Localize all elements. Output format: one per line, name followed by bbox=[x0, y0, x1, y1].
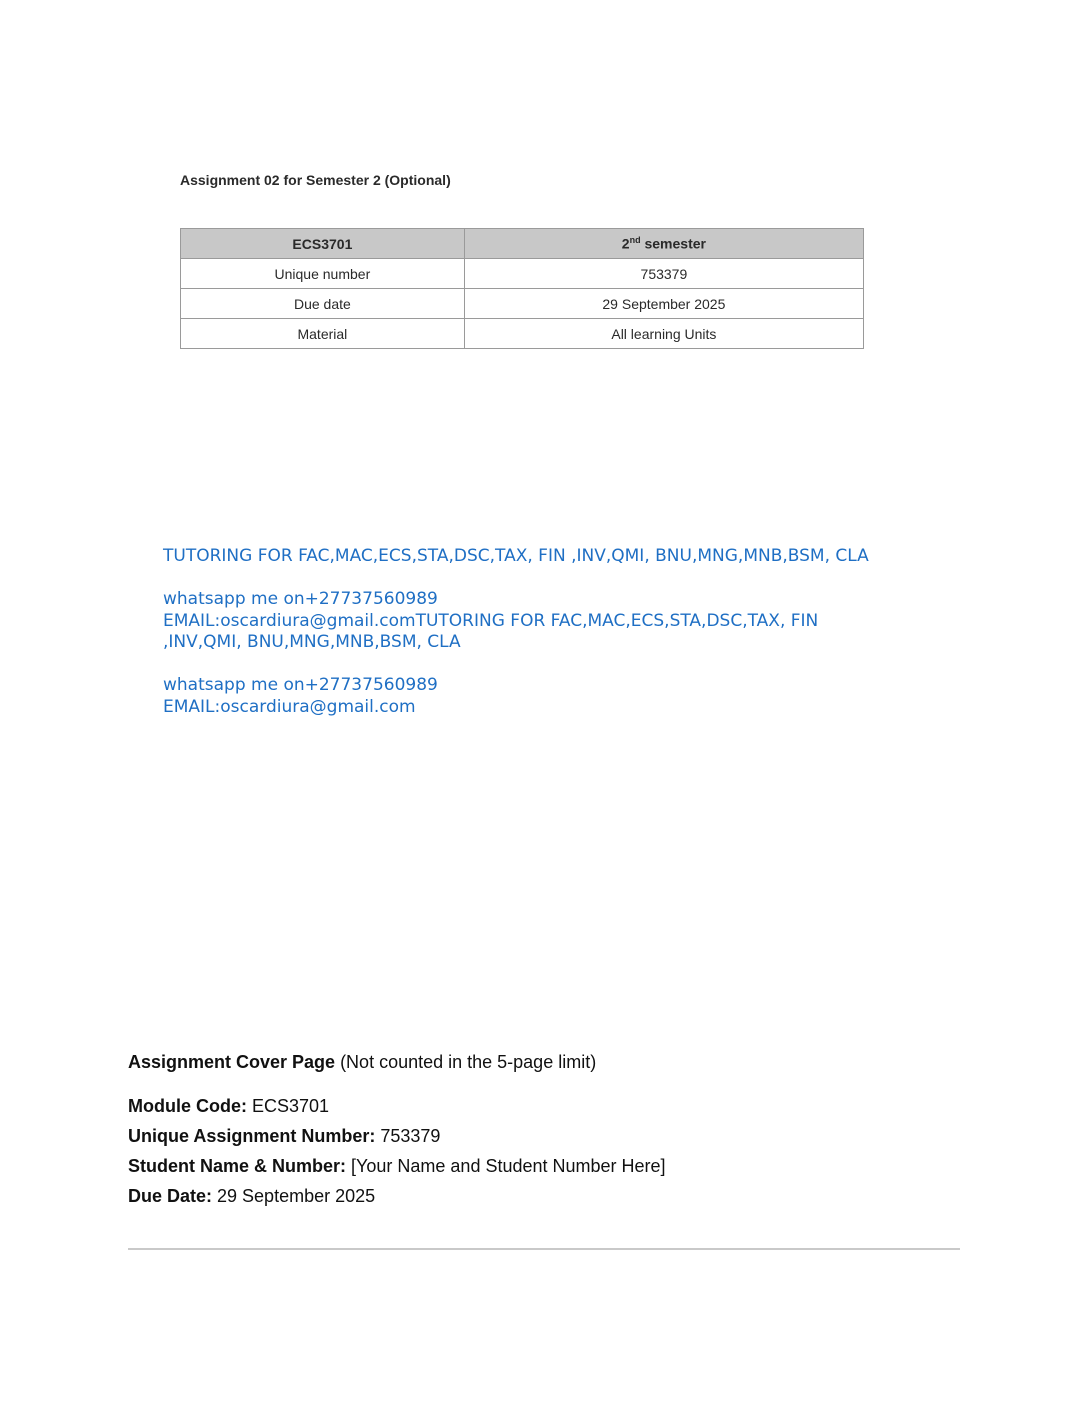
semester-header bbox=[464, 229, 863, 259]
row-label: Unique number bbox=[181, 259, 465, 289]
due-date-label: Due Date: bbox=[128, 1186, 213, 1206]
cover-title bbox=[128, 1050, 666, 1080]
assignment-heading: Assignment 02 for Semester 2 (Optional) bbox=[180, 172, 451, 188]
module-code-line bbox=[128, 1094, 666, 1124]
tutoring-promo bbox=[163, 546, 923, 718]
cover-title-bold: Assignment Cover Page bbox=[128, 1052, 336, 1072]
unique-number-label: Unique Assignment Number: bbox=[128, 1126, 376, 1146]
module-code-label: Module Code: bbox=[128, 1096, 247, 1116]
row-value: All learning Units bbox=[464, 319, 863, 349]
module-code-value: ECS3701 bbox=[247, 1096, 330, 1116]
semester-number: 2 bbox=[621, 235, 630, 252]
promo-whatsapp: whatsapp me on+27737560989 bbox=[163, 675, 438, 695]
row-label: Due date bbox=[181, 289, 465, 319]
assignment-info-table bbox=[180, 228, 864, 349]
semester-ordinal: nd bbox=[629, 235, 641, 246]
row-value: 29 September 2025 bbox=[464, 289, 863, 319]
table-row bbox=[181, 319, 864, 349]
table-row bbox=[181, 289, 864, 319]
module-code-header: ECS3701 bbox=[181, 229, 465, 259]
student-line bbox=[128, 1154, 666, 1184]
promo-email: EMAIL:oscardiura@gmail.com bbox=[163, 696, 416, 717]
row-label: Material bbox=[181, 319, 465, 349]
unique-number-value: 753379 bbox=[375, 1126, 441, 1146]
table-row bbox=[181, 259, 864, 289]
cover-title-note: (Not counted in the 5-page limit) bbox=[335, 1052, 597, 1072]
semester-word: semester bbox=[640, 235, 706, 252]
promo-whatsapp: whatsapp me on+27737560989 bbox=[163, 589, 438, 609]
due-date-line bbox=[128, 1184, 666, 1214]
unique-number-line bbox=[128, 1124, 666, 1154]
row-value: 753379 bbox=[464, 259, 863, 289]
table-header-row bbox=[181, 229, 864, 259]
due-date-value: 29 September 2025 bbox=[212, 1186, 376, 1206]
horizontal-rule bbox=[128, 1248, 960, 1250]
student-label: Student Name & Number: bbox=[128, 1156, 347, 1176]
cover-page-info bbox=[128, 1050, 666, 1214]
promo-email-line: EMAIL:oscardiura@gmail.comTUTORING FOR FAC,MAC,ECS,STA,DSC,TAX, FIN bbox=[163, 610, 819, 631]
student-value: [Your Name and Student Number Here] bbox=[346, 1156, 666, 1176]
promo-line: ,INV,QMI, BNU,MNG,MNB,BSM, CLA bbox=[163, 632, 461, 652]
promo-line: TUTORING FOR FAC,MAC,ECS,STA,DSC,TAX, FIN ,INV,QMI, BNU,MNG,MNB,BSM, CLA bbox=[163, 546, 869, 566]
